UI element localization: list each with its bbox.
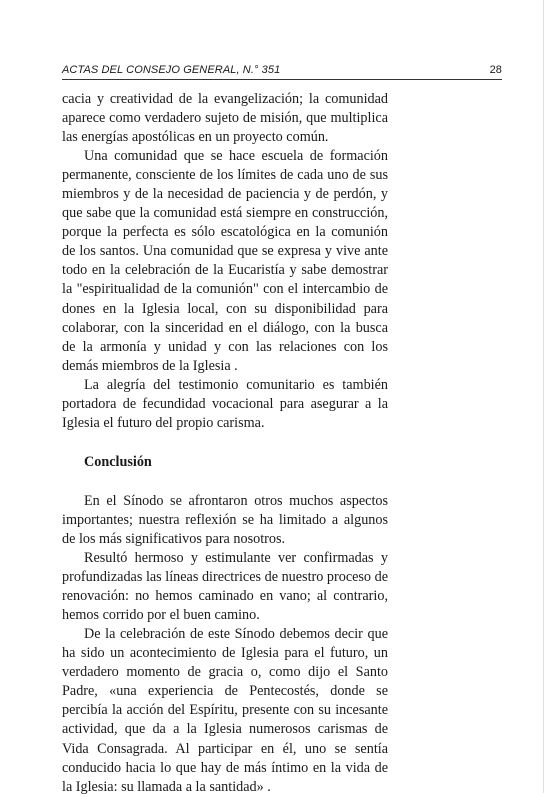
paragraph: cacia y creatividad de la evangelización; la comunidad aparece como verdadero sujeto de misión, que multiplica las energías apostólicas en un proyecto común. [62, 91, 388, 146]
paragraph: Una comunidad que se hace escuela de formación permanente, consciente de los límites de cada uno de sus miembros y de la necesidad de paciencia y de perdón, y que sabe que la comunidad está siempre en construcción, porque la perfecta es sólo escatológica en la comunión de los santos. Una comunidad que se expresa y vive ante todo en la celebración de la Eucaristía y sabe demostrar la "espiritualidad de la comunión" con el intercambio de dones en la Iglesia local, con su disponibilidad para colaborar, con la sinceridad en el diálogo, con la busca de la armonía y unidad y con las relaciones con los demás miembros de la Iglesia . [62, 148, 388, 374]
page-header [62, 64, 502, 80]
section-heading: Conclusión [84, 453, 152, 470]
paragraph: En el Sínodo se afrontaron otros muchos aspectos importantes; nuestra reflexión se ha limitado a algunos de los más significativos para nosotros. [62, 492, 388, 547]
body-text [62, 90, 388, 797]
page-number: 28 [489, 64, 502, 76]
paragraph: De la celebración de este Sínodo debemos decir que ha sido un acontecimiento de Iglesia para el futuro, un verdadero momento de gracia o, como dijo el Santo Padre, «una experiencia de Pentecostés, donde se percibía la acción del Espíritu, presente con su incesante actividad, que da a la Iglesia numerosos carismas de Vida Consagrada. Al participar en él, uno se sentía conducido hacia lo que hay de más íntimo en la vida de la Iglesia: su llamada a la santidad» . [62, 626, 388, 795]
page-edge-line [543, 0, 544, 793]
header-rule [62, 79, 502, 80]
paragraph: La alegría del testimonio comunitario es también portadora de fecundidad vocacional para asegurar a la Iglesia el futuro del propio carisma. [62, 376, 388, 431]
running-title: ACTAS DEL CONSEJO GENERAL, N.° 351 [62, 64, 281, 76]
paragraph: Resultó hermoso y estimulante ver confirmadas y profundizadas las líneas directrices de nuestro proceso de renovación: no hemos caminado en vano; al contrario, hemos corrido por el buen camino. [62, 550, 388, 624]
